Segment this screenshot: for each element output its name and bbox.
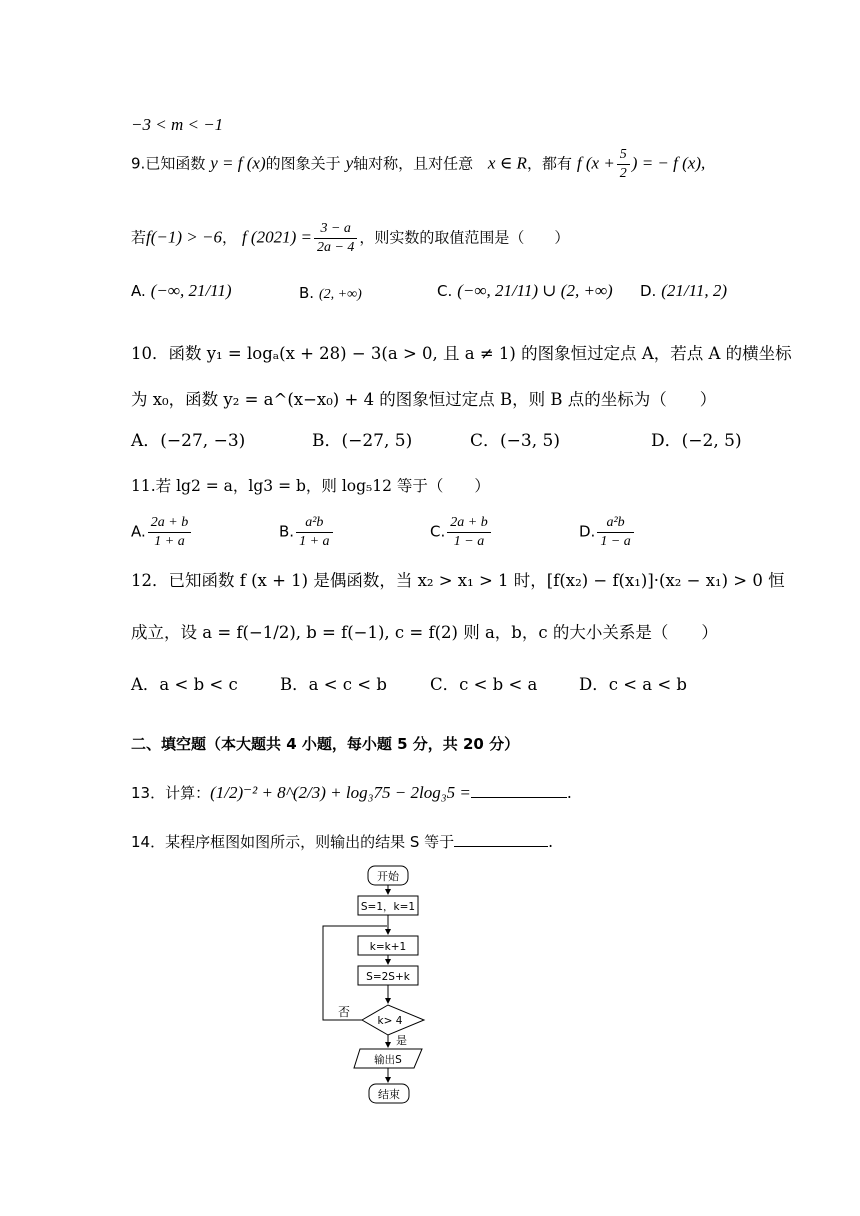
- q12-line2: 成立，设 a = f(−1/2), b = f(−1), c = f(2) 则 a，b，c 的大小关系是（ ）: [131, 623, 718, 642]
- q12-option-b: B．a < c < b: [280, 675, 387, 694]
- q9-text-b: 的图象关于: [265, 154, 341, 173]
- q13-suffix: .: [566, 784, 572, 802]
- q9-expr-a: y = f (x): [210, 153, 266, 173]
- q9-text-c: 轴对称，且对任意: [353, 154, 474, 173]
- q11-option-d: [579, 516, 636, 549]
- q9-b-label: B.: [299, 284, 315, 302]
- prev-answer-line: −3 < m < −1: [131, 115, 224, 134]
- q9-frac-num: 5: [617, 148, 630, 165]
- q9-fraction: [617, 148, 630, 181]
- q9-text-d: ，都有: [526, 154, 572, 173]
- q11-a-den: 1 + a: [154, 534, 185, 549]
- q9-d-label: D.: [640, 282, 657, 300]
- q11-d-label: D.: [579, 522, 596, 541]
- q9-a-label: A.: [131, 282, 146, 300]
- q14-text: 14．某程序框图如图所示，则输出的结果 S 等于: [131, 833, 455, 851]
- q12-option-d: D．c < a < b: [579, 675, 687, 694]
- q9-expr-d2: ) = − f (x),: [631, 153, 706, 173]
- q9-fraction2: [314, 222, 357, 255]
- q9-frac2-num: 3 − a: [314, 222, 357, 239]
- q10-line1: 10．函数 y₁ = logₐ(x + 28) − 3(a > 0, 且 a ≠ 1) 的图象恒过定点 A，若点 A 的横坐标: [131, 344, 792, 363]
- q9-option-b: [299, 286, 362, 302]
- flow-end-label: 结束: [378, 1088, 400, 1101]
- q10-option-b: B．(−27, 5): [312, 431, 413, 451]
- q9-l2-c: ，: [221, 228, 237, 247]
- q9-option-a: [131, 282, 232, 300]
- q13-prefix: 13．计算：: [131, 784, 211, 802]
- q14-answer-blank[interactable]: [454, 845, 548, 847]
- q9-expr-c: x ∈ R: [487, 153, 527, 173]
- q9-expr-b: y: [345, 153, 354, 173]
- flowchart: [310, 858, 450, 1108]
- q14-line: [131, 835, 553, 851]
- q11-d-num: a²b: [597, 516, 633, 533]
- flow-output-label: 输出S: [374, 1054, 402, 1066]
- q10-option-a: A．(−27, −3): [131, 431, 246, 451]
- q11-b-num: a²b: [296, 516, 332, 533]
- q12-line1: 12．已知函数 f (x + 1) 是偶函数，当 x₂ > x₁ > 1 时，[f(x₂) − f(x₁)]·(x₂ − x₁) > 0 恒: [131, 571, 785, 590]
- q9-number: 9.: [131, 154, 146, 173]
- q11-a-fraction: [148, 516, 191, 549]
- q11-a-num: 2a + b: [148, 516, 191, 533]
- q9-frac2-den: 2a − 4: [316, 240, 355, 255]
- q9-line1: [131, 148, 705, 181]
- q9-expr-d1: f (x +: [576, 153, 615, 173]
- q10-option-d: D．(−2, 5): [651, 431, 742, 451]
- flow-start-label: 开始: [377, 870, 399, 883]
- q11-d-den: 1 − a: [600, 534, 631, 549]
- q9-l2-e: ，则实数的取值范围是（ ）: [359, 228, 570, 247]
- q11-option-b: [279, 516, 335, 549]
- q13-answer-blank[interactable]: [471, 796, 567, 798]
- q9-text-a: 已知函数: [145, 154, 206, 173]
- q11-b-label: B.: [279, 522, 295, 541]
- q10-option-c: C．(−3, 5): [470, 431, 560, 451]
- flow-condition-label: k> 4: [377, 1015, 403, 1027]
- flow-step1-label: k=k+1: [369, 941, 407, 953]
- q9-d-value: (21/11, 2): [661, 281, 728, 300]
- q9-b-value: (2, +∞): [319, 287, 362, 302]
- q12-option-c: C．c < b < a: [430, 675, 538, 694]
- q9-frac-den: 2: [619, 166, 627, 181]
- q12-option-a: A．a < b < c: [131, 675, 238, 694]
- q11-c-den: 1 − a: [453, 534, 485, 549]
- q11-c-label: C.: [430, 522, 446, 541]
- q11-b-fraction: [296, 516, 332, 549]
- q9-a-value: (−∞, 21/11): [150, 281, 232, 300]
- q11-b-den: 1 + a: [299, 534, 330, 549]
- flow-no-label: 否: [338, 1005, 351, 1019]
- flow-init-label: S=1，k=1: [360, 901, 416, 913]
- q9-c-value: (−∞, 21/11) ∪ (2, +∞): [457, 281, 613, 300]
- flow-yes-label: 是: [396, 1034, 407, 1047]
- q13-line: [131, 784, 572, 802]
- q11-d-fraction: [597, 516, 633, 549]
- q11-c-num: 2a + b: [447, 516, 490, 533]
- q9-line2: [131, 222, 569, 255]
- q9-l2-b: f(−1) > −6: [146, 227, 222, 247]
- q11-c-fraction: [447, 516, 490, 549]
- q10-line2: 为 x₀，函数 y₂ = a^(x−x₀) + 4 的图象恒过定点 B，则 B 点的坐标为（ ）: [131, 390, 717, 409]
- q11-a-label: A.: [131, 522, 146, 541]
- q9-c-label: C.: [437, 282, 453, 300]
- q9-option-c: [437, 282, 613, 300]
- q9-l2-a: 若: [131, 228, 147, 247]
- q13-expression: (1/2)⁻² + 8^(2/3) + log₃75 − 2log₃5 =: [210, 783, 471, 802]
- flow-step2-label: S=2S+k: [366, 971, 410, 983]
- q11-option-c: [430, 516, 493, 549]
- q9-l2-d: f (2021) =: [241, 227, 312, 247]
- q11-text: 11.若 lg2 = a，lg3 = b，则 log₅12 等于（ ）: [131, 477, 490, 495]
- q9-option-d: [640, 282, 727, 300]
- q14-suffix: .: [548, 833, 554, 851]
- q11-option-a: [131, 516, 193, 549]
- section-title-fill-in: 二、填空题（本大题共 4 小题，每小题 5 分，共 20 分）: [131, 735, 520, 753]
